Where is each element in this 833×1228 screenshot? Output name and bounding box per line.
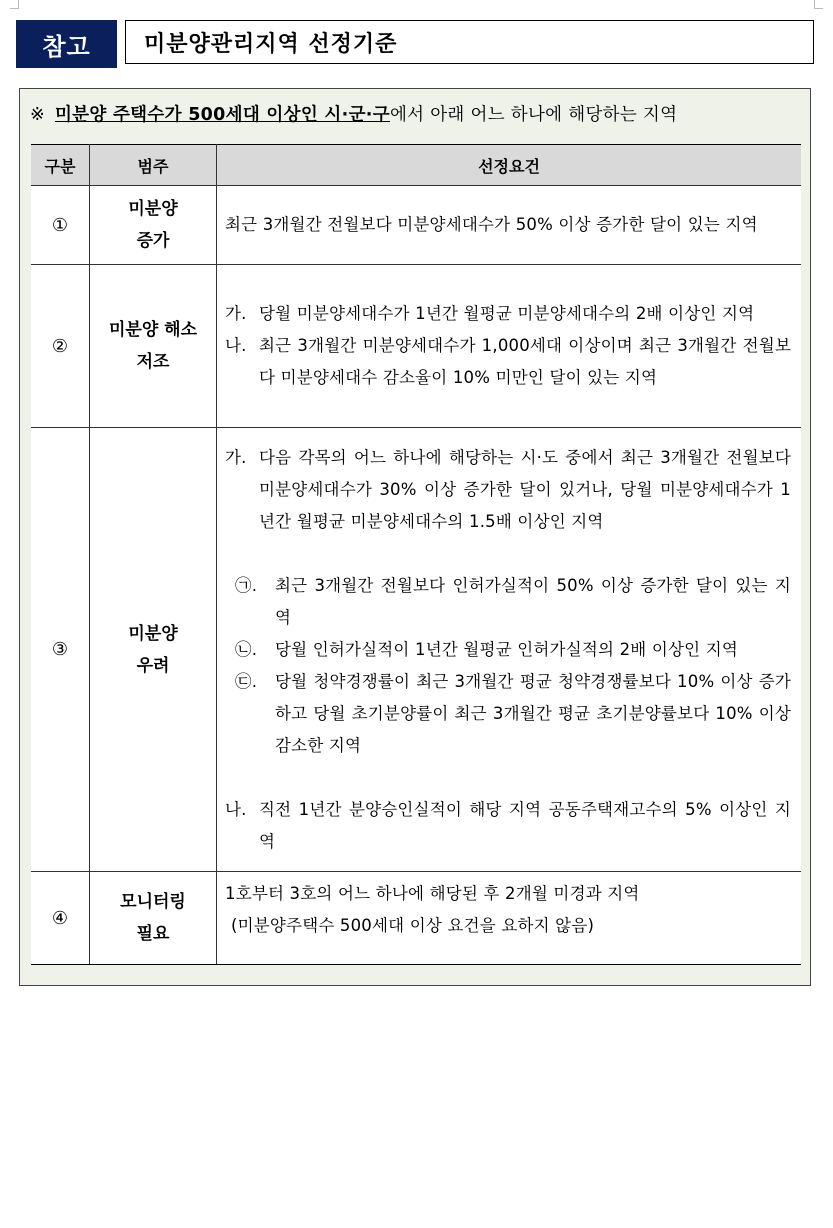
header-cell-requirement: 선정요건 [217, 145, 802, 186]
table-row [31, 265, 801, 428]
category-line: 증가 [136, 231, 170, 251]
requirement-item [225, 442, 791, 538]
row-category [90, 186, 217, 265]
document-title: 미분양관리지역 선정기준 [125, 20, 814, 64]
header-cell-category-num: 구분 [31, 145, 90, 186]
item-text: 다음 각목의 어느 하나에 해당하는 시·도 중에서 최근 3개월간 전월보다 미분양세대수가 30% 이상 증가한 달이 있거나, 당월 미분양세대수가 1년간 월평균 미분양세대수의 1.5배 이상인 지역 [259, 447, 791, 531]
requirement-line: (미분양주택수 500세대 이상 요건을 요하지 않음) [231, 916, 595, 935]
spacer [225, 762, 791, 794]
requirement-item [225, 330, 791, 394]
requirement-item [225, 794, 791, 858]
note-mark: ※ [30, 105, 45, 125]
table-row [31, 872, 801, 965]
category-line: 미분양 해소 [108, 320, 198, 340]
note-underlined-condition: 미분양 주택수가 500세대 이상인 시·군·구 [54, 105, 390, 125]
page-corner-mark-left [10, 0, 19, 9]
row-number: ③ [31, 428, 90, 872]
category-line: 필요 [136, 924, 170, 944]
subitem-label: ㉠. [235, 575, 258, 595]
row-requirement: 최근 3개월간 전월보다 미분양세대수가 50% 이상 증가한 달이 있는 지역 [217, 186, 802, 265]
requirement-line: 1호부터 3호의 어느 하나에 해당된 후 2개월 미경과 지역 [225, 884, 640, 903]
requirement-subitem [235, 634, 791, 666]
row-number: ④ [31, 872, 90, 965]
subitem-text: 당월 청약경쟁률이 최근 3개월간 평균 청약경쟁률보다 10% 이상 증가하고 당월 초기분양률이 최근 3개월간 평균 초기분양률보다 10% 이상 감소한 지역 [275, 671, 791, 755]
row-category [90, 872, 217, 965]
document-header [16, 20, 816, 68]
subitem-text: 최근 3개월간 전월보다 인허가실적이 50% 이상 증가한 달이 있는 지역 [275, 575, 791, 627]
spacer [225, 538, 791, 570]
row-requirement [217, 265, 802, 428]
table-row [31, 428, 801, 872]
category-line: 미분양 [128, 623, 178, 644]
subitem-label: ㉡. [235, 639, 258, 659]
row-number: ① [31, 186, 90, 265]
header-cell-category: 범주 [90, 145, 217, 186]
item-label: 나. [225, 336, 247, 355]
category-line: 모니터링 [120, 892, 186, 912]
page-corner-mark-right [814, 0, 823, 9]
table-header-row [31, 145, 801, 186]
requirement-subitem [235, 666, 791, 762]
subitem-text: 당월 인허가실적이 1년간 월평균 인허가실적의 2배 이상인 지역 [275, 639, 738, 659]
row-requirement [217, 872, 802, 965]
item-label: 가. [225, 447, 247, 467]
reference-badge: 참고 [16, 20, 117, 68]
category-line: 우려 [136, 655, 170, 676]
category-line: 미분양 [128, 199, 178, 219]
criteria-table [31, 144, 801, 965]
category-line: 저조 [136, 352, 170, 372]
subitem-label: ㉢. [235, 671, 258, 691]
item-text: 직전 1년간 분양승인실적이 해당 지역 공동주택재고수의 5% 이상인 지역 [259, 799, 791, 851]
requirement-item [225, 298, 791, 330]
row-category [90, 265, 217, 428]
item-text: 당월 미분양세대수가 1년간 월평균 미분양세대수의 2배 이상인 지역 [259, 304, 755, 323]
row-category [90, 428, 217, 872]
criteria-panel [19, 88, 811, 986]
note-rest: 에서 아래 어느 하나에 해당하는 지역 [389, 105, 678, 125]
row-requirement [217, 428, 802, 872]
table-row [31, 186, 801, 265]
item-label: 나. [225, 799, 247, 819]
requirement-subitem [235, 570, 791, 634]
item-text: 최근 3개월간 미분양세대수가 1,000세대 이상이며 최근 3개월간 전월보다 미분양세대수 감소율이 10% 미만인 달이 있는 지역 [259, 336, 791, 387]
item-label: 가. [225, 304, 247, 323]
row-number: ② [31, 265, 90, 428]
scope-note [30, 101, 805, 126]
